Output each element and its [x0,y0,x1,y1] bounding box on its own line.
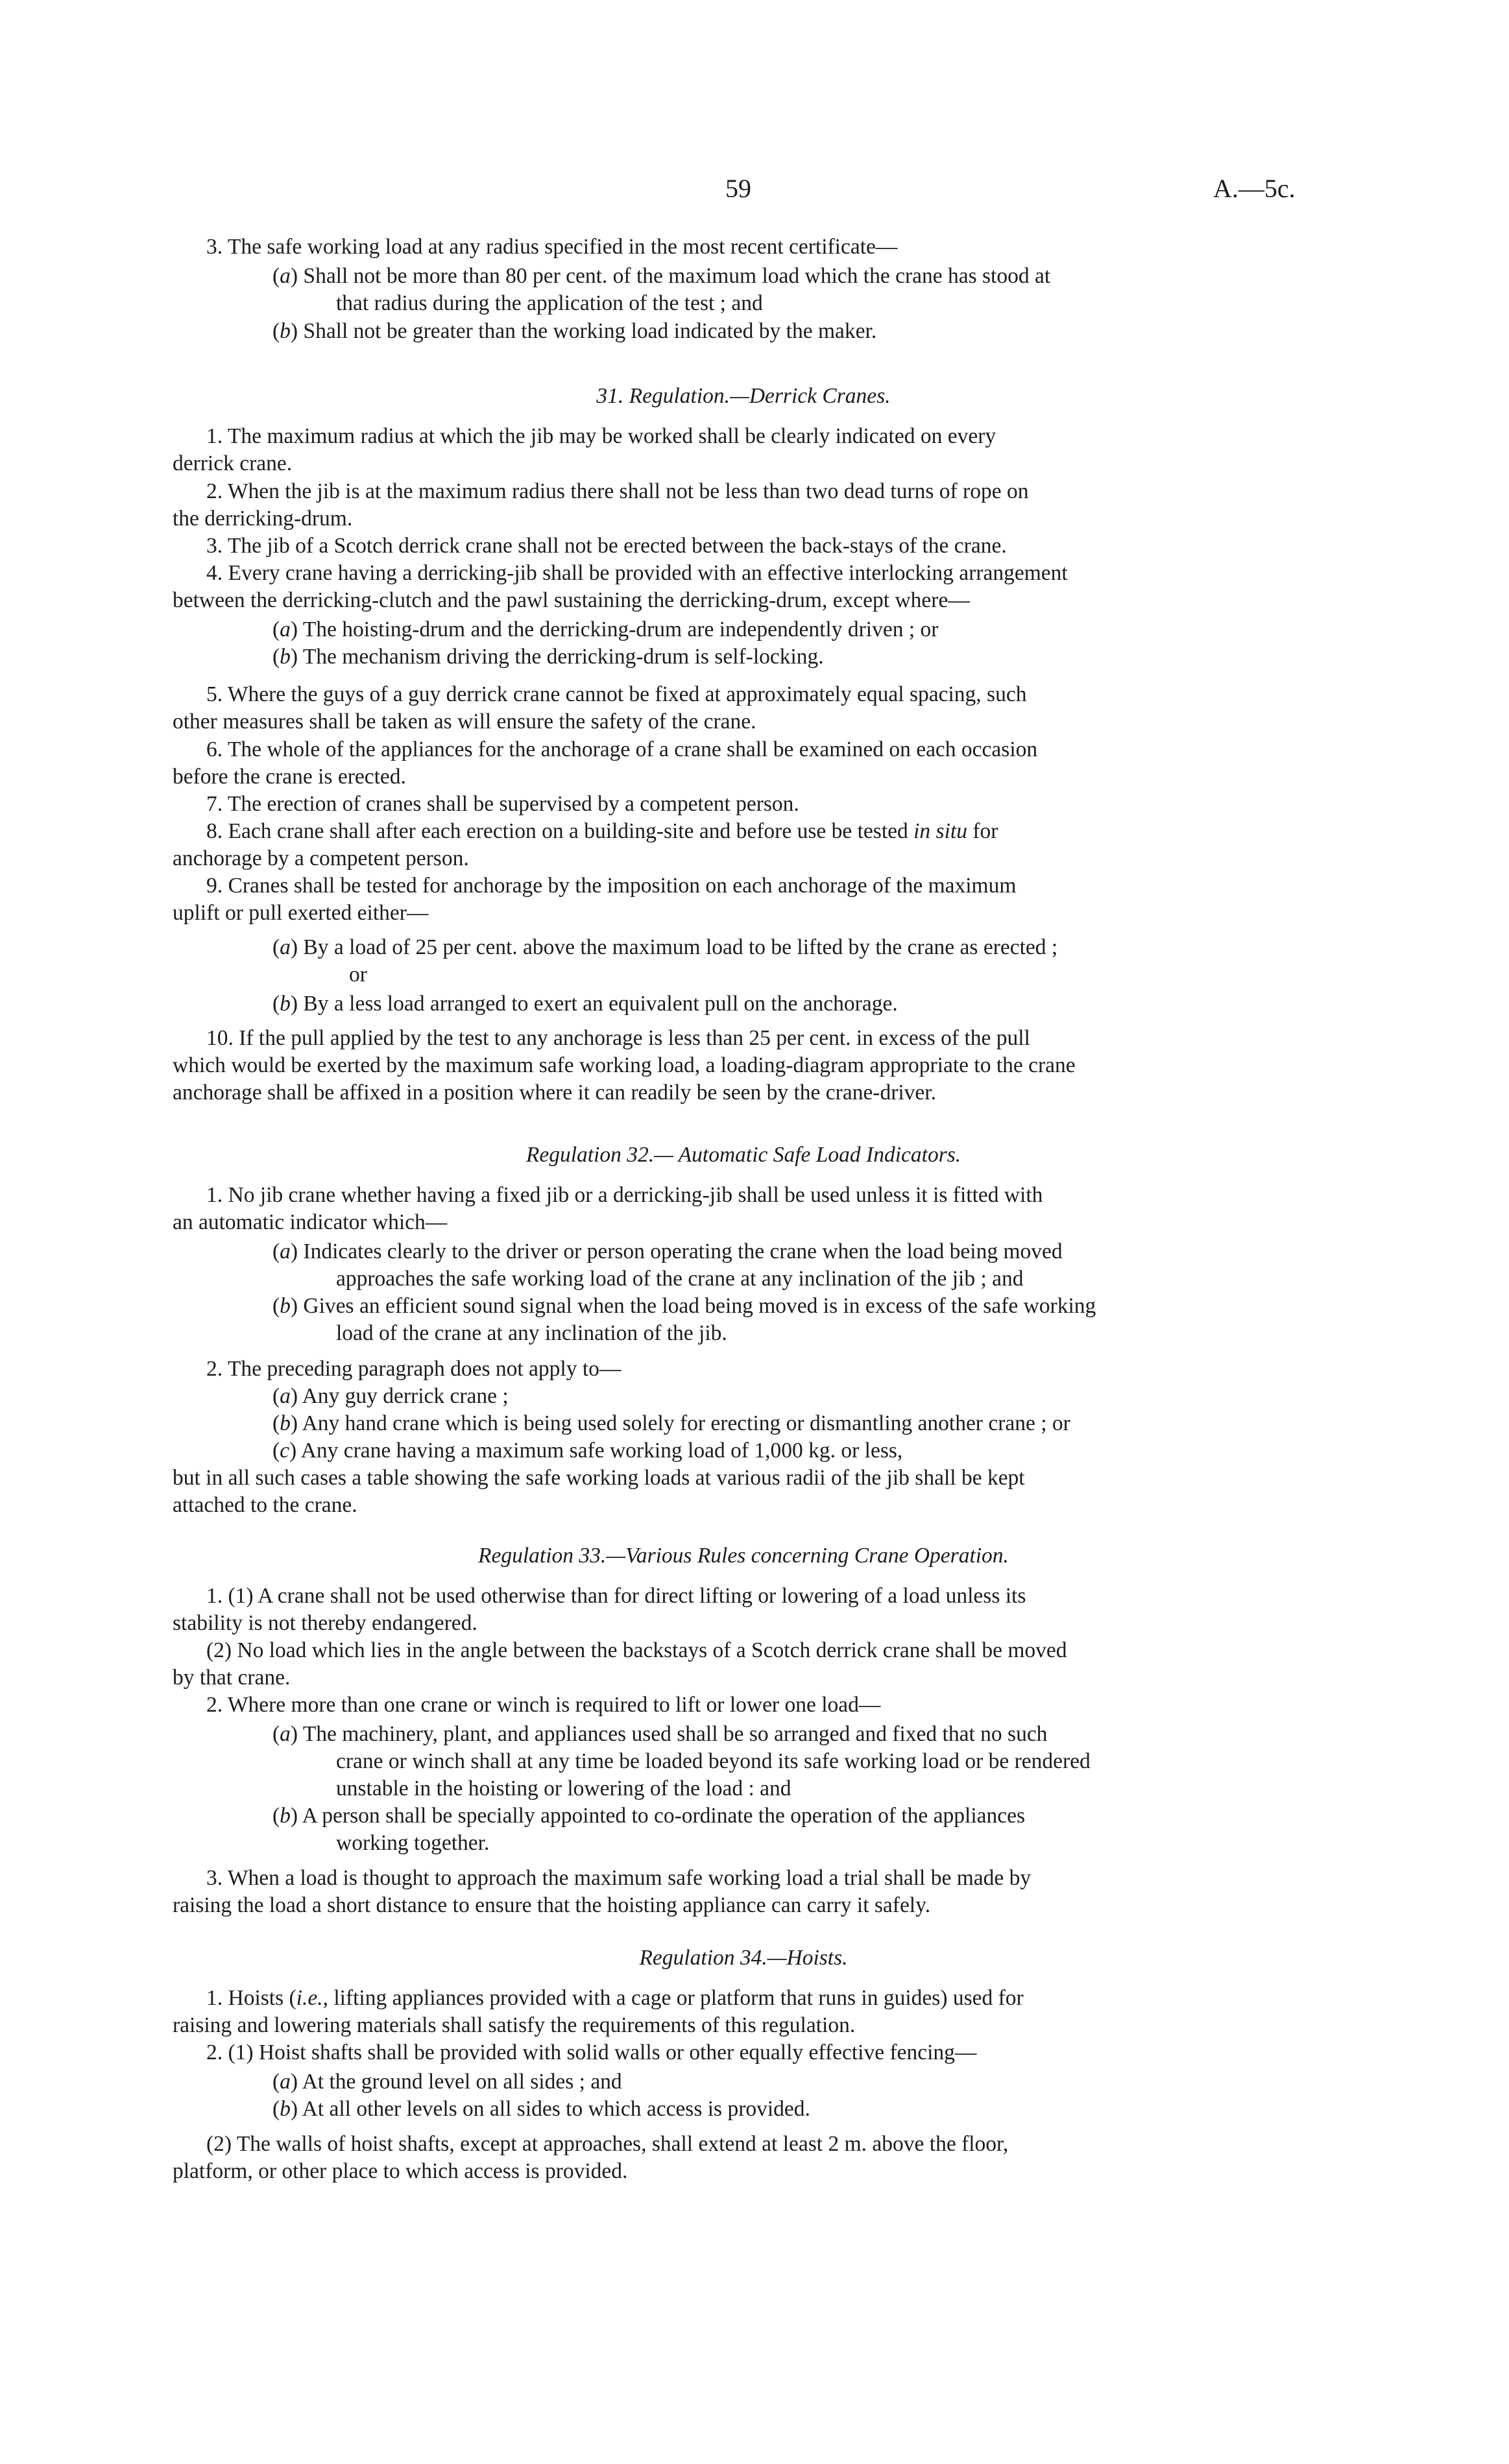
text-line: 1. Hoists (i.e., lifting appliances provided with a cage or platform that runs in guides) used for [206,1986,1024,2010]
text-line: platform, or other place to which access is provided. [173,2159,628,2183]
text-line: working together. [336,1831,490,1855]
text-line: (2) The walls of hoist shafts, except at approaches, shall extend at least 2 m. above the floor, [206,2132,1009,2156]
text-line: 1. (1) A crane shall not be used otherwise than for direct lifting or lowering of a load unless its [206,1584,1026,1608]
text-line: (a) Shall not be more than 80 per cent. of the maximum load which the crane has stood at [272,264,1051,288]
text-line: (2) No load which lies in the angle between the backstays of a Scotch derrick crane shall be moved [206,1638,1067,1662]
text-line: raising the load a short distance to ensure that the hoisting appliance can carry it safely. [173,1893,931,1917]
text-line: (c) Any crane having a maximum safe working load of 1,000 kg. or less, [272,1439,903,1463]
text-line: other measures shall be taken as will ensure the safety of the crane. [173,710,756,734]
text-line: 3. When a load is thought to approach the maximum safe working load a trial shall be made by [206,1866,1032,1890]
text-line: (b) Shall not be greater than the working load indicated by the maker. [272,319,877,343]
text-line: 2. Where more than one crane or winch is required to lift or lower one load— [206,1693,881,1717]
text-line: 10. If the pull applied by the test to any anchorage is less than 25 per cent. in excess of the pull [206,1026,1030,1050]
text-line: 7. The erection of cranes shall be supervised by a competent person. [206,792,799,816]
text-line: but in all such cases a table showing the safe working loads at various radii of the jib shall be kept [173,1466,1025,1490]
text-line: crane or winch shall at any time be loaded beyond its safe working load or be rendered [336,1749,1091,1773]
text-line: approaches the safe working load of the crane at any inclination of the jib ; and [336,1267,1024,1291]
text-line: the derricking-drum. [173,507,353,531]
text-line: 5. Where the guys of a guy derrick crane cannot be fixed at approximately equal spacing, such [206,682,1027,706]
section-heading: Regulation 33.—Various Rules concerning Crane Operation. [478,1544,1009,1568]
text-line: unstable in the hoisting or lowering of the load : and [336,1776,791,1800]
text-line: (b) A person shall be specially appointed to co-ordinate the operation of the appliances [272,1804,1026,1828]
text-line: 1. No jib crane whether having a fixed jib or a derricking-jib shall be used unless it is fitted with [206,1183,1043,1207]
text-line: by that crane. [173,1666,291,1690]
text-line: 3. The jib of a Scotch derrick crane shall not be erected between the back-stays of the crane. [206,534,1007,558]
text-line: that radius during the application of the test ; and [336,291,763,315]
text-line: 4. Every crane having a derricking-jib shall be provided with an effective interlocking arrangement [206,561,1068,585]
text-line: between the derricking-clutch and the pawl sustaining the derricking-drum, except where— [173,588,970,612]
text-line: 3. The safe working load at any radius specified in the most recent certificate— [206,235,898,259]
page-reference: A.—5c. [1213,174,1296,203]
text-line: (a) By a load of 25 per cent. above the maximum load to be lifted by the crane as erected ; [272,935,1058,959]
text-line: or [349,963,367,987]
text-line: (b) By a less load arranged to exert an equivalent pull on the anchorage. [272,992,898,1016]
text-line: 6. The whole of the appliances for the anchorage of a crane shall be examined on each occasion [206,737,1038,761]
text-line: load of the crane at any inclination of the jib. [336,1321,727,1345]
text-line: (b) At all other levels on all sides to which access is provided. [272,2097,810,2121]
text-line: 2. When the jib is at the maximum radius there shall not be less than two dead turns of rope on [206,479,1029,503]
text-line: 8. Each crane shall after each erection on a building-site and before use be tested in situ for [206,819,998,843]
text-line: 1. The maximum radius at which the jib may be worked shall be clearly indicated on every [206,424,996,448]
text-line: which would be exerted by the maximum safe working load, a loading-diagram appropriate to the crane [173,1053,1076,1077]
text-line: (a) The machinery, plant, and appliances used shall be so arranged and fixed that no such [272,1722,1048,1746]
text-line: (b) Any hand crane which is being used solely for erecting or dismantling another crane ; or [272,1411,1070,1435]
section-heading: Regulation 32.— Automatic Safe Load Indicators. [525,1143,961,1167]
text-line: (a) At the ground level on all sides ; and [272,2070,622,2094]
text-line: uplift or pull exerted either— [173,901,429,925]
text-line: anchorage shall be affixed in a position where it can readily be seen by the crane-driver. [173,1081,936,1105]
text-line: an automatic indicator which— [173,1210,448,1234]
text-line: 9. Cranes shall be tested for anchorage by the imposition on each anchorage of the maximum [206,874,1017,898]
text-line: (a) The hoisting-drum and the derricking-drum are independently driven ; or [272,617,939,641]
text-line: attached to the crane. [173,1493,357,1517]
text-line: stability is not thereby endangered. [173,1611,477,1635]
text-line: derrick crane. [173,451,293,475]
text-line: 2. (1) Hoist shafts shall be provided with solid walls or other equally effective fencing— [206,2040,977,2064]
text-line: anchorage by a competent person. [173,846,469,870]
page-number: 59 [725,174,751,203]
section-heading: Regulation 34.—Hoists. [639,1946,848,1970]
text-line: (b) Gives an efficient sound signal when the load being moved is in excess of the safe working [272,1294,1096,1318]
section-heading: 31. Regulation.—Derrick Cranes. [596,384,891,408]
text-line: raising and lowering materials shall satisfy the requirements of this regulation. [173,2013,856,2037]
text-line: (b) The mechanism driving the derricking-drum is self-locking. [272,645,824,669]
text-line: before the crane is erected. [173,765,406,789]
text-line: (a) Indicates clearly to the driver or person operating the crane when the load being moved [272,1239,1063,1263]
text-line: 2. The preceding paragraph does not apply to— [206,1357,622,1381]
text-line: (a) Any guy derrick crane ; [272,1384,509,1408]
